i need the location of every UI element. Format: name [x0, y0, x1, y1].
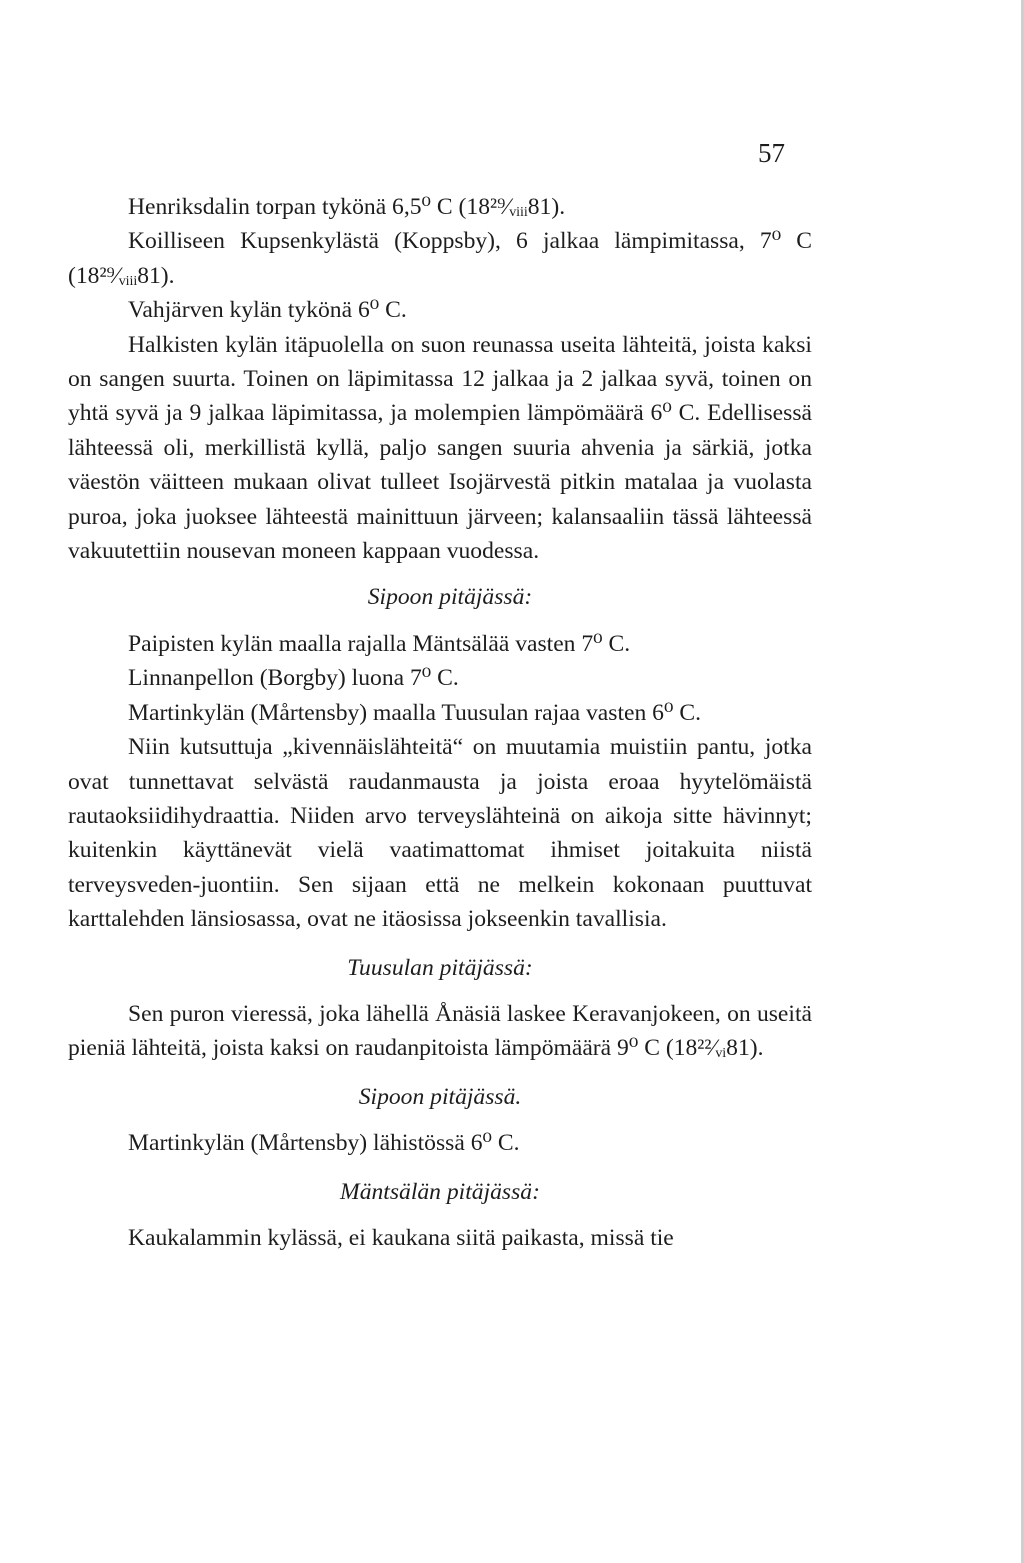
paragraph: Martinkylän (Mårtensby) maalla Tuusulan rajaa vasten 6⁰ C. [128, 699, 701, 726]
paragraph: Sen puron vieressä, joka lähellä Ånäsiä laskee Keravanjokeen, on useitä pieniä lähteitä, joista kaksi on raudanpitoista lämpömäärä 9⁰ C (18²²⁄ᵥᵢ81). [68, 1000, 812, 1062]
paragraph: Linnanpellon (Borgby) luona 7⁰ C. [128, 665, 459, 692]
section-heading: Tuusulan pitäjässä: [347, 954, 533, 981]
paragraph: Vahjärven kylän tykönä 6⁰ C. [128, 297, 407, 324]
page-number: 57 [758, 138, 785, 168]
paragraph: Kaukalammin kylässä, ei kaukana siitä paikasta, missä tie [128, 1224, 674, 1251]
paragraph: Paipisten kylän maalla rajalla Mäntsälää vasten 7⁰ C. [128, 630, 631, 657]
paragraph: Halkisten kylän itäpuolella on suon reunassa useita lähteitä, joista kaksi on sangen suurta. Toinen on läpimitassa 12 jalkaa ja 2 jalkaa syvä, toinen on yhtä syvä ja 9 jalkaa läpimitassa, ja molempien lämpömäärä 6⁰ C. Edellisessä lähteessä oli, merkillistä kyllä, paljo sangen suuria ahvenia ja särkiä, jotka väestön väitteen mukaan olivat tulleet Isojärvestä pitkin matalaa ja vuolasta puroa, joka juoksee lähteestä mainittuun järveen; kalansaaliin tässä lähteessä vakuutettiin nousevan moneen kappaan vuodessa. [68, 331, 812, 565]
paragraph: Henriksdalin torpan tykönä 6,5⁰ C (18²⁹⁄ᵥᵢᵢᵢ81). [128, 194, 566, 220]
paragraph: Niin kutsuttuja „kivennäislähteitä“ on muutamia muistiin pantu, jotka ovat tunnettavat selvästä raudanmausta ja joista eroaa hyytelömäistä rautaoksiidihydraattia. Niiden arvo terveyslähteinä on aikoja sitte hävinnyt; kuitenkin käyttänevät vielä vaatimattomat ihmiset joitakuita niistä terveysveden-juontiin. Sen sijaan että ne melkein kokonaan puuttuvat karttalehden länsiosassa, ovat ne itäosissa jokseenkin tavallisia. [68, 734, 812, 933]
body-text [68, 190, 812, 1255]
section-heading: Sipoon pitäjässä: [367, 584, 533, 611]
section-heading: Sipoon pitäjässä. [358, 1083, 522, 1110]
paragraph: Martinkylän (Mårtensby) lähistössä 6⁰ C. [128, 1130, 520, 1157]
section-heading: Mäntsälän pitäjässä: [340, 1178, 540, 1205]
paragraph: Koilliseen Kupsenkylästä (Koppsby), 6 jalkaa lämpimitassa, 7⁰ C (18²⁹⁄ᵥᵢᵢᵢ81). [68, 228, 812, 289]
